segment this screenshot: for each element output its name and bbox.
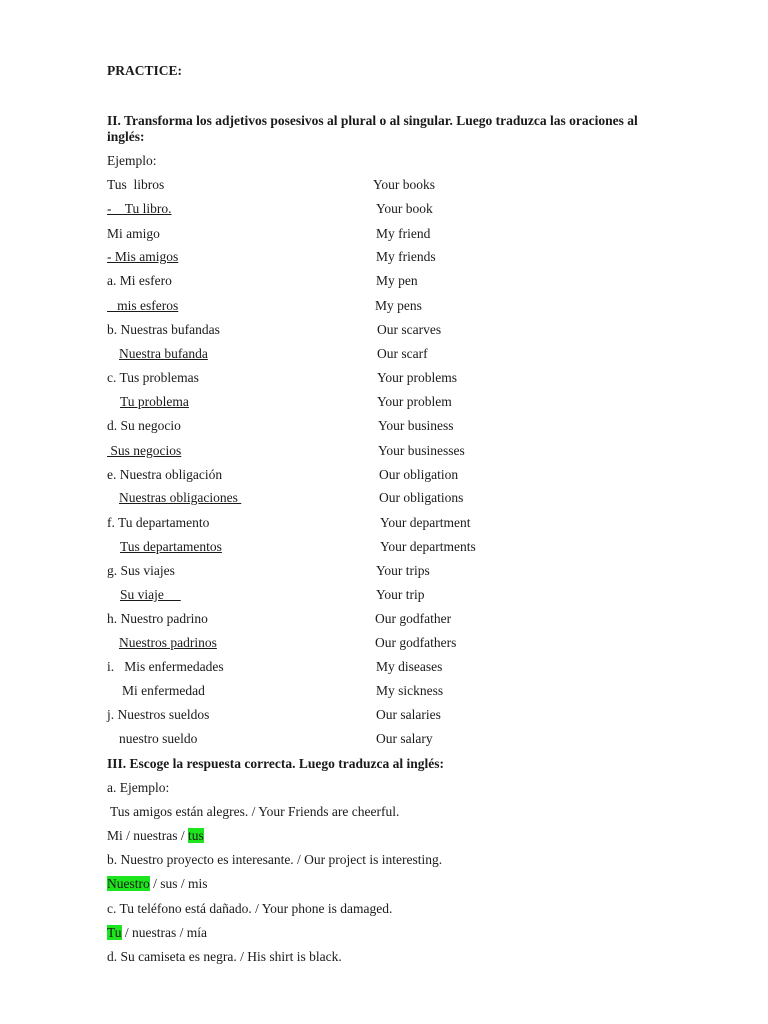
spanish-phrase: a. Mi esfero [107, 273, 172, 288]
english-translation: My friends [376, 249, 436, 264]
spanish-phrase: mis esferos [107, 298, 179, 313]
selected-answer: Nuestro [107, 876, 150, 891]
spanish-phrase: - Mis amigos [107, 249, 179, 264]
section-2-heading: II. Transforma los adjetivos posesivos al plural o al singular. Luego traduzca las oraciones al inglés: [107, 113, 638, 144]
english-translation: Our salaries [376, 707, 441, 722]
spanish-phrase: g. Sus viajes [107, 563, 175, 578]
english-translation: Our scarves [377, 322, 442, 337]
selected-answer: Tu [107, 925, 122, 940]
english-translation: My pen [376, 273, 418, 288]
exercise-b-sentence: b. Nuestro proyecto es interesante. / Our project is interesting. [107, 852, 443, 867]
english-translation: Our scarf [377, 346, 428, 361]
exercise-c-options [107, 925, 207, 941]
spanish-phrase: Mi enfermedad [122, 683, 205, 698]
english-translation: Your trips [376, 563, 430, 578]
spanish-phrase: Mi amigo [107, 226, 160, 241]
spanish-phrase: Tus departamentos [120, 539, 222, 554]
english-translation: Our obligations [379, 490, 464, 505]
option-text: / nuestras / mía [121, 925, 208, 940]
spanish-phrase: f. Tu departamento [107, 515, 210, 530]
exercise-b-options [107, 876, 208, 892]
spanish-phrase: Sus negocios [107, 443, 182, 458]
spanish-phrase: Su viaje [120, 587, 181, 602]
selected-answer: tus [188, 828, 204, 843]
option-text: Mi / nuestras / [107, 828, 188, 843]
exercise-a-sentence: Tus amigos están alegres. / Your Friends are cheerful. [110, 804, 400, 819]
option-text: / sus / mis [149, 876, 208, 891]
spanish-phrase: h. Nuestro padrino [107, 611, 208, 626]
spanish-phrase: - Tu libro. [107, 201, 172, 216]
english-translation: Your book [376, 201, 433, 216]
english-translation: Our salary [376, 731, 433, 746]
english-translation: My diseases [376, 659, 443, 674]
english-translation: My sickness [376, 683, 444, 698]
english-translation: Your business [378, 418, 454, 433]
exercise-a-label: a. Ejemplo: [107, 780, 170, 795]
english-translation: Our godfather [375, 611, 452, 626]
english-translation: Our obligation [379, 467, 459, 482]
exercise-d-sentence: d. Su camiseta es negra. / His shirt is black. [107, 949, 342, 964]
page-title: PRACTICE: [107, 63, 183, 78]
english-translation: Your departments [380, 539, 476, 554]
english-translation: Your trip [376, 587, 425, 602]
spanish-phrase: Tus libros [107, 177, 165, 192]
english-translation: Your problem [377, 394, 452, 409]
spanish-phrase: i. Mis enfermedades [107, 659, 224, 674]
spanish-phrase: c. Tus problemas [107, 370, 199, 385]
english-translation: Your businesses [378, 443, 465, 458]
english-translation: Your books [373, 177, 436, 192]
english-translation: My pens [375, 298, 422, 313]
spanish-phrase: Nuestra bufanda [119, 346, 208, 361]
english-translation: Our godfathers [375, 635, 457, 650]
spanish-phrase: b. Nuestras bufandas [107, 322, 220, 337]
exercise-a-options [107, 828, 204, 844]
example-label: Ejemplo: [107, 153, 157, 168]
spanish-phrase: Nuestros padrinos [119, 635, 217, 650]
exercise-c-sentence: c. Tu teléfono está dañado. / Your phone is damaged. [107, 901, 393, 916]
english-translation: Your problems [377, 370, 458, 385]
spanish-phrase: Tu problema [120, 394, 189, 409]
english-translation: Your department [380, 515, 471, 530]
section-3-heading: III. Escoge la respuesta correcta. Luego traduzca al inglés: [107, 756, 444, 771]
spanish-phrase: j. Nuestros sueldos [107, 707, 210, 722]
english-translation: My friend [376, 226, 431, 241]
spanish-phrase: e. Nuestra obligación [107, 467, 223, 482]
spanish-phrase: Nuestras obligaciones [119, 490, 242, 505]
spanish-phrase: d. Su negocio [107, 418, 181, 433]
spanish-phrase: nuestro sueldo [119, 731, 198, 746]
